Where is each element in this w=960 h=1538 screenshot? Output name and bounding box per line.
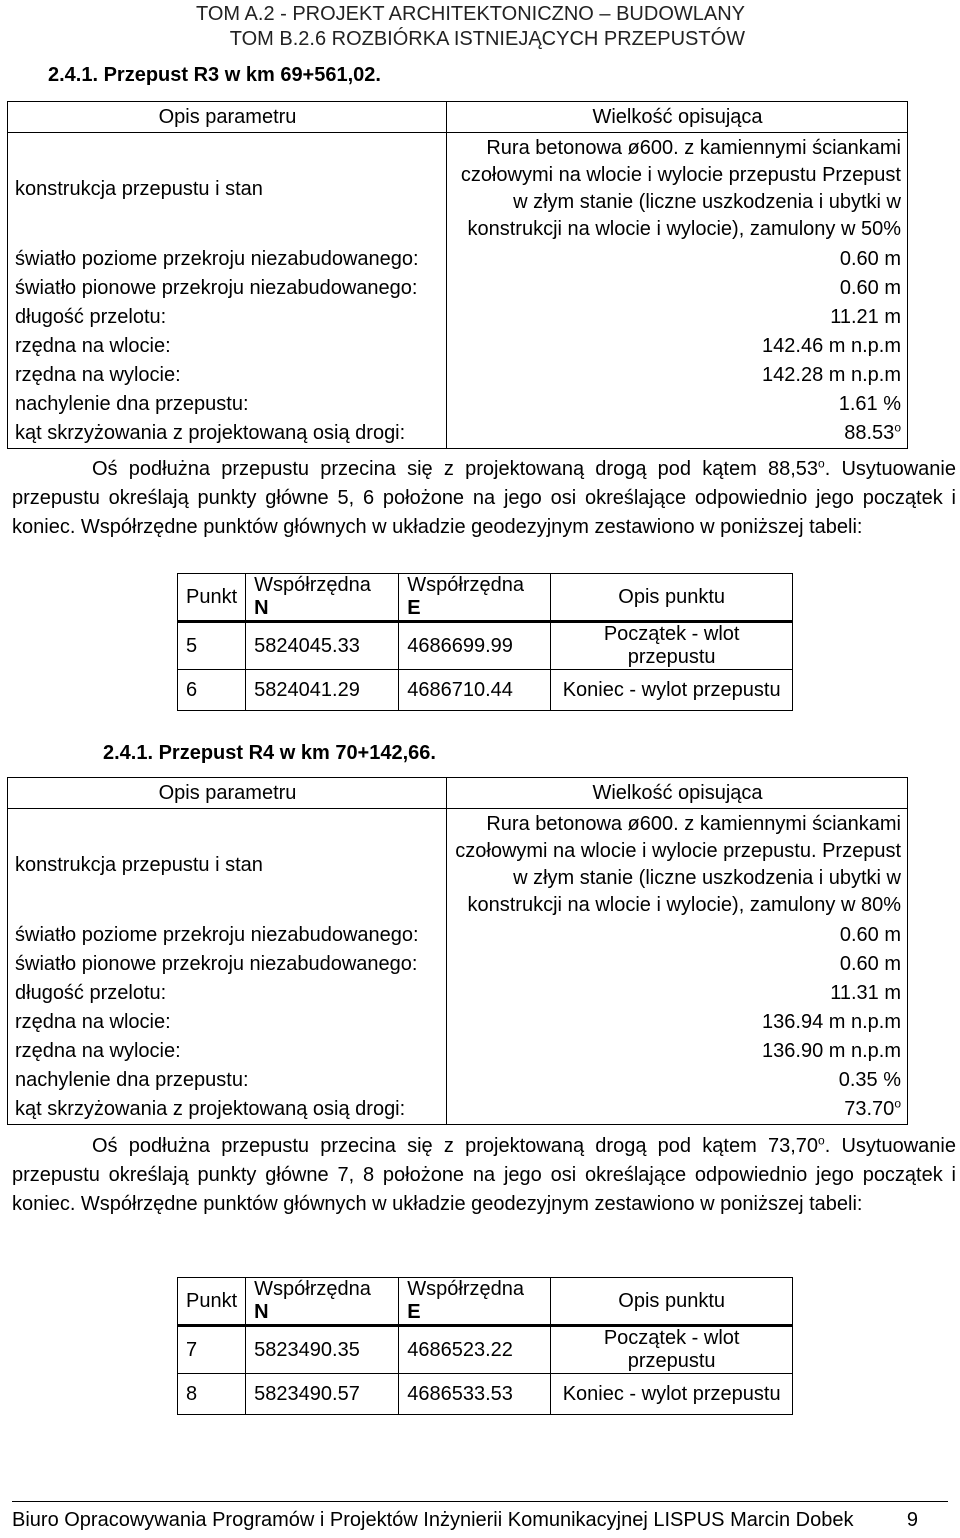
param-row: kąt skrzyżowania z projektowaną osią drogi: 73.70$^o$ [8,1095,908,1125]
parameter-table-r4 [7,777,908,1125]
col-punkt: Punkt [178,574,246,622]
col-opis: Opis punktu [551,1278,793,1326]
param-row: nachylenie dna przepustu: 0.35 % [8,1066,908,1095]
page-footer [12,1501,948,1538]
coordinates-table-r3 [177,573,793,711]
construction-label: konstrukcja przepustu i stan [8,809,447,922]
table-row: 7 5823490.35 4686523.22 Początek - wlot przepustu [178,1326,793,1374]
param-row: długość przelotu: 11.31 m [8,979,908,1008]
page-number: 9 [906,1509,918,1531]
param-row: nachylenie dna przepustu: 1.61 % [8,390,908,419]
param-header: Opis parametru [8,778,447,809]
param-row: światło poziome przekroju niezabudowanego: 0.60 m [8,921,908,950]
description-paragraph-r3: Oś podłużna przepustu przecina się z projektowaną drogą pod kątem 88,53$^o$. Usytuowanie przepustu określają punkty główne 5, 6 położone na jego osi określające odpowiednio jego początek i koniec. Współrzędne punktów głównych w układzie geodezyjnym zestawiono w poniższej tabeli: [12,456,956,538]
parameter-table-r3 [7,101,908,449]
description-paragraph-r4: Oś podłużna przepustu przecina się z projektowaną drogą pod kątem 73,70$^o$. Usytuowanie przepustu określają punkty główne 7, 8 położone na jego osi określające odpowiednio jego początek i koniec. Współrzędne punktów głównych w układzie geodezyjnym zestawiono w poniższej tabeli: [12,1133,956,1215]
param-row: światło poziome przekroju niezabudowanego: 0.60 m [8,245,908,274]
value-header: Wielkość opisująca [447,778,908,809]
footer-text: Biuro Opracowywania Programów i Projektów Inżynierii Komunikacyjnej LISPUS Marcin Dobek [12,1509,854,1531]
param-row: rzędna na wylocie: 142.28 m n.p.m [8,361,908,390]
col-n: Współrzędna N [246,1278,399,1326]
value-header: Wielkość opisująca [447,102,908,133]
param-row: światło pionowe przekroju niezabudowanego: 0.60 m [8,950,908,979]
coordinates-table-r4 [177,1277,793,1415]
section-title-r4: 2.4.1. Przepust R4 w km 70+142,66. [103,742,436,764]
param-header: Opis parametru [8,102,447,133]
header-line-2: TOM B.2.6 ROZBIÓRKA ISTNIEJĄCYCH PRZEPUSTÓW [229,28,745,50]
table-row: 5 5824045.33 4686699.99 Początek - wlot przepustu [178,622,793,670]
table-row: 6 5824041.29 4686710.44 Koniec - wylot przepustu [178,670,793,711]
col-punkt: Punkt [178,1278,246,1326]
param-row: rzędna na wylocie: 136.90 m n.p.m [8,1037,908,1066]
col-e: Współrzędna E [399,574,551,622]
param-row: kąt skrzyżowania z projektowaną osią drogi: 88.53$^o$ [8,419,908,449]
construction-description: Rura betonowa ø600. z kamiennymi ściankami czołowymi na wlocie i wylocie przepustu Przepust w złym stanie (liczne uszkodzenia i ubytki w konstrukcji na wlocie i wylocie), zamulony w 50% [447,133,908,246]
param-row: rzędna na wlocie: 136.94 m n.p.m [8,1008,908,1037]
col-e: Współrzędna E [399,1278,551,1326]
col-n: Współrzędna N [246,574,399,622]
table-row: 8 5823490.57 4686533.53 Koniec - wylot przepustu [178,1374,793,1415]
param-row: rzędna na wlocie: 142.46 m n.p.m [8,332,908,361]
param-row: długość przelotu: 11.21 m [8,303,908,332]
header-line-1: TOM A.2 - PROJEKT ARCHITEKTONICZNO – BUDOWLANY [196,3,745,25]
construction-description: Rura betonowa ø600. z kamiennymi ściankami czołowymi na wlocie i wylocie przepustu. Przepust w złym stanie (liczne uszkodzenia i ubytki w konstrukcji na wlocie i wylocie), zamulony w 80% [447,809,908,922]
document-header [196,2,745,52]
construction-label: konstrukcja przepustu i stan [8,133,447,246]
col-opis: Opis punktu [551,574,793,622]
section-title-r3: 2.4.1. Przepust R3 w km 69+561,02. [48,64,381,86]
param-row: światło pionowe przekroju niezabudowanego: 0.60 m [8,274,908,303]
